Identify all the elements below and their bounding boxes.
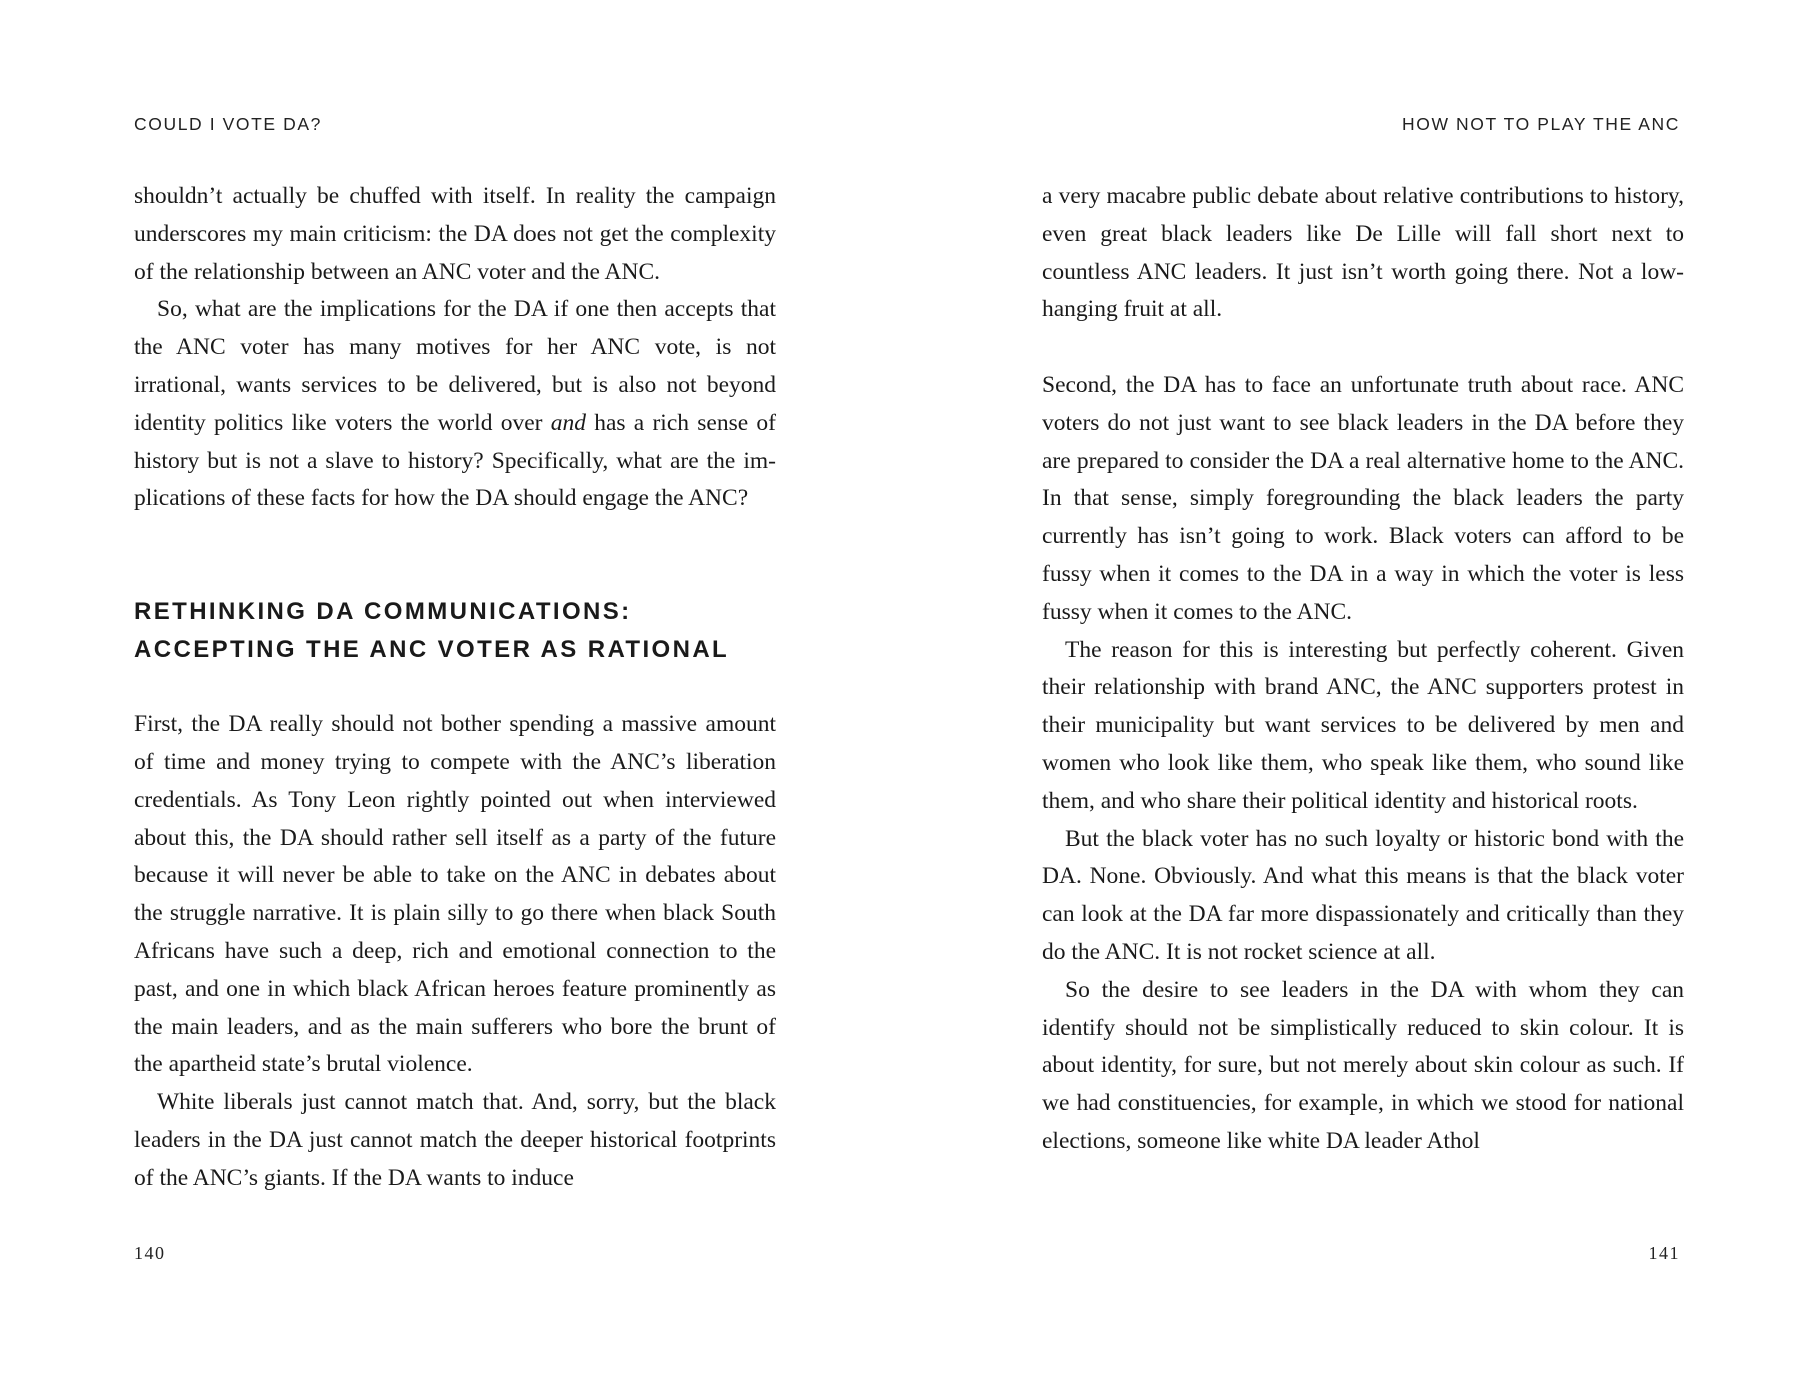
right-paragraph-2: Second, the DA has to face an unfortunate truth about race. ANC voters do not just want to see black leaders in the DA before they are prepared to consider the DA a real alternative home to the ANC. In that sense, simply foregrounding the black leaders the party currently has isn’t going to work. Black voters can afford to be fussy when it comes to the DA in a way in which the voter is less fussy when it comes to the ANC. [1042,371,1684,625]
emphasis-and: and [550,409,586,436]
right-page [904,0,1808,1382]
left-paragraph-4: White liberals just cannot match that. And, sorry, but the black leaders in the DA just cannot match the deeper historical footprints of the ANC’s giants. If the DA wants to induce [134,1089,776,1191]
left-paragraph-2-part-1: So, what are the implications for the DA if one then accepts that the ANC voter has many motives for her ANC vote, is not irrational, wants services to be delivered, but is also not beyond identity politics like voters the world over [134,296,776,436]
left-paragraph-2 [134,291,776,518]
section-heading [134,593,776,669]
left-paragraph-2-part-2: has a rich sense of history but is not a slave to history? Specifically, what are the implications of these facts for how the DA should engage the ANC? [134,409,776,512]
section-heading-line-2: ACCEPTING THE ANC VOTER AS RATIONAL [134,636,730,664]
right-paragraph-5: So the desire to see leaders in the DA with whom they can identify should not be simplistically reduced to skin colour. It is about identity, for sure, but not merely about skin colour as such. If we had constituencies, for example, in which we stood for national elections, someone like white DA leader Athol [1042,976,1684,1154]
section-heading-line-1: RETHINKING DA COMMUNICATIONS: [134,598,632,626]
page-number-right: 141 [1648,1243,1680,1263]
page-number-left: 140 [134,1243,166,1263]
running-head-left: COULD I VOTE DA? [134,114,322,134]
running-head-right: HOW NOT TO PLAY THE ANC [1402,114,1680,134]
left-paragraph-3: First, the DA really should not bother spending a massive amount of time and money trying to compete with the ANC’s liberation credentials. As Tony Leon rightly pointed out when interviewed about this, the DA should rather sell itself as a party of the future because it will never be able to take on the ANC in debates about the struggle narrative. It is plain silly to go there when black South Africans have such a deep, rich and emotional connection to the past, and one in which black African heroes feature prominently as the main leaders, and as the main sufferers who bore the brunt of the apartheid state’s brutal violence. [134,711,776,1078]
right-paragraph-3: The reason for this is interesting but perfectly coherent. Given their relationship with brand ANC, the ANC supporters protest in their municipality but want services to be delivered by men and women who look like them, who speak like them, who sound like them, and who share their political identity and historical roots. [1042,636,1684,814]
right-page-body [1042,178,1684,1161]
right-paragraph-4: But the black voter has no such loyalty or historic bond with the DA. None. Obviously. And what this means is that the black voter can look at the DA far more dispassionately and critically than they do the ANC. It is not rocket science at all. [1042,825,1684,965]
left-paragraph-1: shouldn’t actually be chuffed with itself. In reality the campaign underscores my main criticism: the DA does not get the complexity of the relationship between an ANC voter and the ANC. [134,183,776,285]
left-page-body [134,178,776,1198]
right-paragraph-1: a very macabre public debate about relative contributions to history, even great black leaders like De Lille will fall short next to countless ANC leaders. It just isn’t worth going there. Not a low-hanging fruit at all. [1042,183,1684,323]
